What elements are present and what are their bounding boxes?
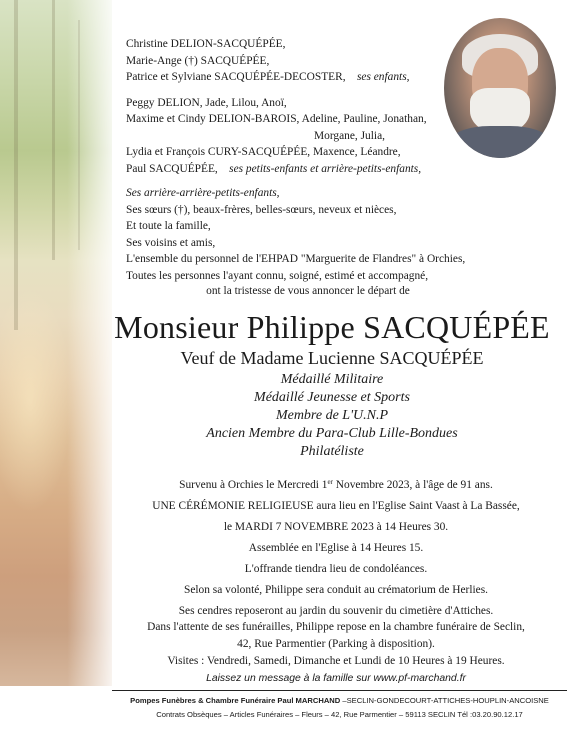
- deceased-portrait: [444, 18, 556, 158]
- funeral-home-address: 42, Rue Parmentier (Parking à disposition).: [237, 638, 435, 650]
- family-line: Ses sœurs (†), beaux-frères, belles-sœurs, neveux et nièces,: [126, 203, 397, 216]
- death-notice: Survenu à Orchies le Mercredi 1er Novembre 2023, à l'âge de 91 ans.: [179, 478, 493, 491]
- footer-company: Pompes Funèbres & Chambre Funéraire Paul MARCHAND –SECLIN-GONDECOURT-ATTICHES-HOUPLIN-ANCOISNE: [130, 696, 549, 705]
- footer-divider: [112, 690, 567, 691]
- ceremony-date: le MARDI 7 NOVEMBRE 2023 à 14 Heures 30.: [223, 521, 449, 533]
- footer-services: Contrats Obsèques – Articles Funéraires – Fleurs – 42, Rue Parmentier – 59113 SECLIN Tél :03.20.90.12.17: [156, 710, 523, 719]
- family-line: Et toute la famille,: [126, 220, 211, 232]
- honor-title: Ancien Membre du Para-Club Lille-Bondues: [206, 426, 458, 441]
- funeral-home-info: [112, 619, 560, 670]
- offering-note: L'offrande tiendra lieu de condoléances.: [244, 563, 428, 575]
- family-line: Peggy DELION, Jade, Lilou, Anoï,: [126, 96, 287, 109]
- announcement: ont la tristesse de vous annoncer le départ de: [206, 285, 410, 297]
- ashes-note: Ses cendres reposeront au jardin du souvenir du cimetière d'Attiches.: [178, 605, 494, 617]
- family-line: Maxime et Cindy DELION-BAROIS, Adeline, Pauline, Jonathan,: [126, 113, 427, 125]
- visiting-hours: Visites : Vendredi, Samedi, Dimanche et Lundi de 10 Heures à 19 Heures.: [167, 655, 505, 667]
- family-line: Christine DELION-SACQUÉPÉE,: [126, 38, 286, 50]
- grandchildren-group: [126, 95, 446, 178]
- deceased-name: Monsieur Philippe SACQUÉPÉE: [114, 309, 550, 345]
- tree-trunk: [52, 0, 55, 260]
- family-line: Paul SACQUÉPÉE, ses petits-enfants et arrière-petits-enfants,: [126, 162, 422, 175]
- tree-trunk: [14, 0, 18, 330]
- family-list: [126, 36, 466, 284]
- honor-title: Philatéliste: [300, 444, 364, 459]
- widower-line: Veuf de Madame Lucienne SACQUÉPÉE: [180, 348, 484, 368]
- family-line: Morgane, Julia,: [314, 129, 385, 142]
- ceremony-line: UNE CÉRÉMONIE RELIGIEUSE aura lieu en l'Eglise Saint Vaast à La Bassée,: [152, 500, 520, 512]
- assembly-time: Assemblée en l'Eglise à 14 Heures 15.: [248, 542, 424, 554]
- forest-background: [0, 0, 112, 686]
- family-line: Ses arrière-arrière-petits-enfants,: [126, 187, 280, 199]
- family-line: Patrice et Sylviane SACQUÉPÉE-DECOSTER, ses enfants,: [126, 71, 410, 83]
- family-line: Ses voisins et amis,: [126, 236, 216, 249]
- honor-title: Membre de L'U.N.P: [275, 408, 389, 423]
- honor-title: Médaillé Militaire: [280, 372, 384, 387]
- children-group: [126, 36, 446, 86]
- cremation-note: Selon sa volonté, Philippe sera conduit au crématorium de Herlies.: [184, 584, 488, 596]
- relation-label: ses enfants,: [356, 71, 410, 83]
- extended-family-group: [126, 185, 466, 284]
- ceremony-details: [112, 472, 560, 622]
- relation-label: ses petits-enfants et arrière-petits-enfants,: [229, 162, 422, 175]
- family-line: Marie-Ange (†) SACQUÉPÉE,: [126, 54, 270, 67]
- family-line: Toutes les personnes l'ayant connu, soigné, estimé et accompagné,: [126, 269, 429, 282]
- family-line: Lydia et François CURY-SACQUÉPÉE, Maxence, Léandre,: [126, 146, 401, 158]
- honor-title: Médaillé Jeunesse et Sports: [254, 390, 410, 405]
- honors-list: [112, 371, 552, 461]
- portrait-coat: [450, 126, 550, 158]
- website-message[interactable]: Laissez un message à la famille sur www.pf-marchand.fr: [206, 673, 466, 684]
- funeral-home-line: Dans l'attente de ses funérailles, Philippe repose en la chambre funéraire de Seclin,: [147, 621, 525, 633]
- tree-trunk: [78, 20, 80, 250]
- family-line: L'ensemble du personnel de l'EHPAD "Marguerite de Flandres" à Orchies,: [126, 253, 466, 265]
